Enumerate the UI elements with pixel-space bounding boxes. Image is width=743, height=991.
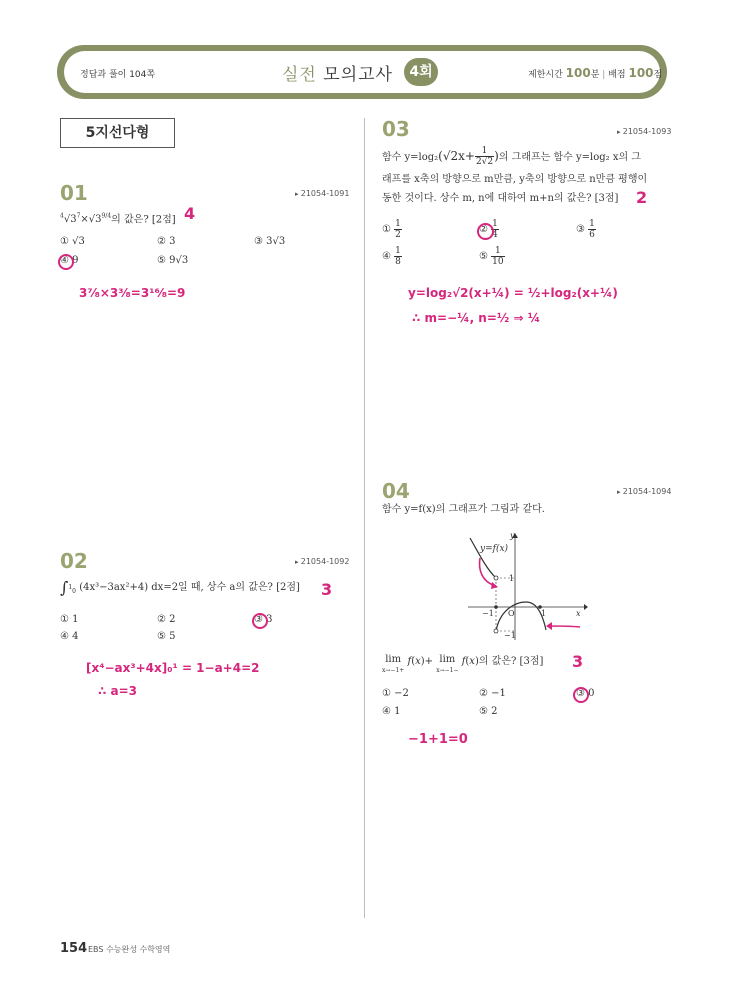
q02-integral-body: (4x³−3ax²+4) dx=2일 때, 상수 a의 값은? [2점] [79,582,300,593]
q02-choice-3[interactable]: ③ 3 [254,614,273,625]
q01-question-tail: 의 값은? [2점] [111,214,176,226]
graph-label: y=f(x) [480,544,509,554]
q03-choice-5[interactable]: ⑤ $\frac{1}{10}$ [479,246,504,267]
q01-question [60,210,176,226]
q02-question: ∫$^1_0$ (4x³−3ax²+4) dx=2일 때, 상수 a의 값은? [2점] [60,578,300,597]
section-label: 5지선다형 [60,118,175,148]
footer-text: EBS 수능완성 수학영역 [88,945,171,954]
handwritten-arrow-left [480,558,496,586]
time-value: 100 [565,66,591,80]
q03-line1-b: 의 그래프는 함수 y=log₂ x의 그 [498,152,641,163]
handwritten-arrow-right [548,626,580,627]
q02-handwritten-answer: 3 [321,580,333,599]
page-title [282,60,393,85]
origin-label: O [508,609,515,618]
q04-choice-3[interactable]: ③ 0 [576,688,595,699]
q03-choice-4[interactable]: ④ $\frac{1}{8}$ [382,246,401,267]
q03-code: ▸ 21054-1093 [617,127,671,136]
tick-label-x1: 1 [541,609,547,618]
score-value: 100 [628,66,654,80]
open-point-upper [494,576,498,580]
q04-function-graph [460,530,590,645]
handwritten-arrowhead-left [491,582,498,589]
limit-2: lim x→−1− [436,654,459,674]
q01-number: 01 [60,181,88,205]
q03-handwritten-work-1: y=log₂√2(x+¼) = ½+log₂(x+¼) [408,286,618,300]
q02-code: ▸ 21054-1092 [295,557,349,566]
time-label: 제한시간 [528,70,563,80]
q02-choice-1[interactable]: ① 1 [60,614,79,625]
q03-line-2: 래프를 x축의 방향으로 m만큼, y축의 방향으로 n만큼 평행이 [382,174,648,185]
q03-choice-3[interactable]: ③ $\frac{1}{6}$ [576,219,595,240]
q04-question: 함수 y=f(x)의 그래프가 그림과 같다. [382,504,545,515]
q01-choice-5[interactable]: ⑤ 9√3 [157,255,189,266]
y-axis-label: y [510,531,515,540]
q01-choice-4[interactable]: ④ 9 [60,255,79,266]
q02-handwritten-work-1: [x⁴−ax³+4x]₀¹ = 1−a+4=2 [86,661,260,675]
q02-choice-4[interactable]: ④ 4 [60,631,79,642]
q03-log-argument: (√2x+ $\frac{1}{2√2}$ ) [438,146,499,167]
q02-choice-2[interactable]: ② 2 [157,614,176,625]
q01-handwritten-answer: 4 [184,204,196,223]
q03-line-1 [382,146,672,167]
round-badge: 4회 [404,58,438,86]
q04-choice-4[interactable]: ④ 1 [382,706,401,717]
q03-line-3: 동한 것이다. 상수 m, n에 대하여 m+n의 값은? [3점] [382,193,619,204]
q02-choice-5[interactable]: ⑤ 5 [157,631,176,642]
x-axis-arrow [584,604,588,610]
q02-handwritten-work-2: ∴ a=3 [98,684,138,698]
title-accent: 실전 [282,65,317,85]
q01-answer-circle [58,254,74,270]
q03-choice-1[interactable]: ① $\frac{1}{2}$ [382,219,401,240]
q04-limit-expression: lim x→−1+ f(x)+ lim x→−1− f(x)의 값은? [3점] [382,654,544,674]
q04-number: 04 [382,479,410,503]
column-divider [364,118,365,918]
q03-line1-a: 함수 y=log₂ [382,152,439,163]
q03-handwritten-work-2: ∴ m=−¼, n=½ ⇒ ¼ [412,311,541,325]
q03-handwritten-answer: 2 [636,188,648,207]
q01-choice-3[interactable]: ③ 3√3 [254,236,286,247]
integral-sign: ∫ [60,578,69,597]
page-number: 154 [60,941,88,956]
q01-choice-1[interactable]: ① √3 [60,236,85,247]
tick-label-xneg1: −1 [482,609,494,618]
q03-number: 03 [382,117,410,141]
tick-point-neg1 [494,605,498,609]
q03-choice-2[interactable]: ② $\frac{1}{4}$ [479,219,498,240]
tick-label-y1: 1 [509,574,515,583]
q04-choice-5[interactable]: ⑤ 2 [479,706,498,717]
time-unit: 분 [590,70,600,80]
x-axis-label: x [576,609,581,618]
q04-answer-circle [573,687,589,703]
handwritten-arrowhead-right [546,622,552,630]
q01-code: ▸ 21054-1091 [295,189,349,198]
q04-code: ▸ 21054-1094 [617,487,671,496]
time-limit: 제한시간 100분 | 배점 100점 [528,66,663,80]
q02-number: 02 [60,549,88,573]
q02-answer-circle [252,613,268,629]
q03-answer-circle [477,223,494,240]
title-main: 모의고사 [323,65,393,85]
tick-label-yneg1: −1 [504,631,516,640]
score-unit: 점 [653,70,663,80]
q01-handwritten-work: 3⁷⁄₈×3³⁄₈=3¹⁶⁄₈=9 [79,286,186,300]
q04-limit-tail: 의 값은? [3점] [478,656,544,667]
q01-choice-2[interactable]: ② 3 [157,236,176,247]
limit-1: lim x→−1+ [382,654,405,674]
q04-choice-1[interactable]: ① −2 [382,688,409,699]
q04-handwritten-work: −1+1=0 [408,732,468,747]
q04-choice-2[interactable]: ② −1 [479,688,506,699]
answer-reference: 정답과 풀이 104쪽 [80,70,156,80]
open-point-lower [494,629,498,633]
q01-expression: $^4√3^7\times√3^{9/4}$ [60,213,112,226]
q04-handwritten-answer: 3 [572,652,584,671]
score-label: 배점 [608,70,626,80]
